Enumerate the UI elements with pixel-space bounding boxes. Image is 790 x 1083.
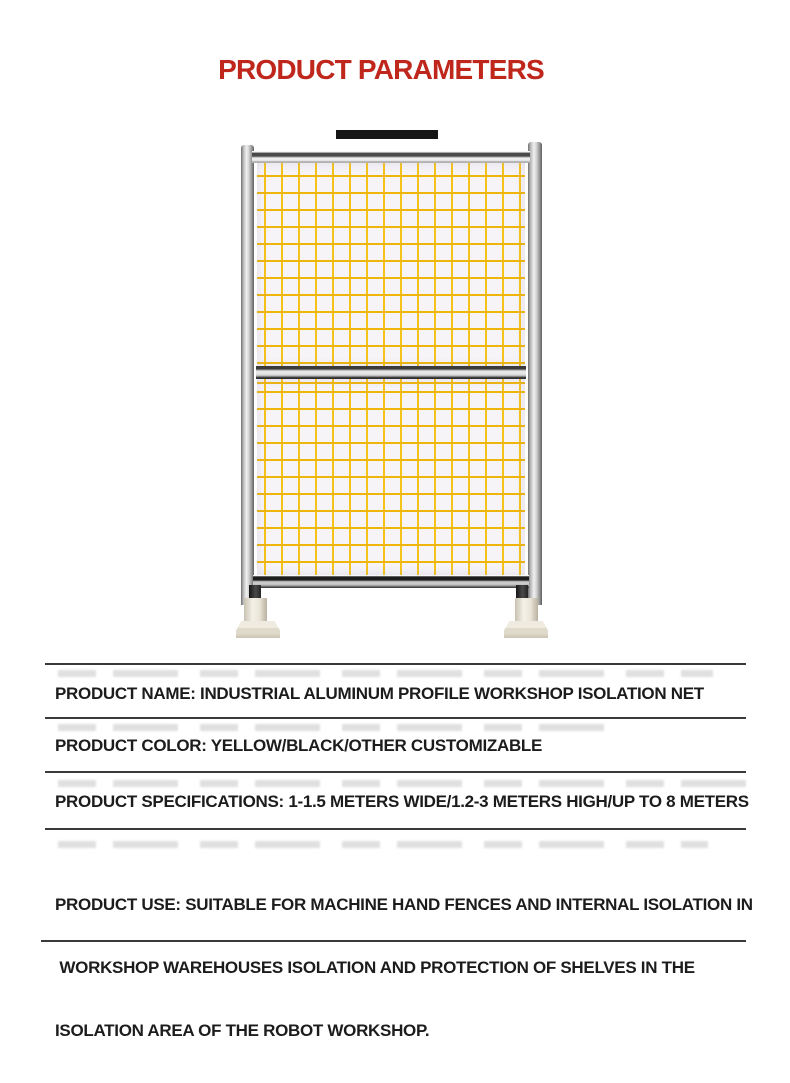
figure-top-black-bar <box>336 130 438 139</box>
spec-product-color: PRODUCT COLOR: YELLOW/BLACK/OTHER CUSTOMIZABLE <box>55 736 543 755</box>
fence-bottom-rail <box>253 575 529 588</box>
fence-right-base-plate <box>504 621 548 638</box>
page-title: PRODUCT PARAMETERS <box>218 54 544 85</box>
fence-left-foot <box>244 598 267 624</box>
fence-right-foot <box>515 598 538 624</box>
spec-product-use-line: PRODUCT USE: SUITABLE FOR MACHINE HAND FENCES AND INTERNAL ISOLATION IN <box>55 895 753 914</box>
divider <box>41 940 746 942</box>
ghost-artifact <box>58 724 618 731</box>
fence-right-post <box>528 142 542 605</box>
ghost-artifact <box>58 780 748 787</box>
fence-left-base-plate <box>236 621 280 638</box>
spec-product-use <box>55 852 785 1083</box>
divider <box>45 663 746 665</box>
ghost-artifact <box>58 841 708 848</box>
spec-product-use-line: WORKSHOP WAREHOUSES ISOLATION AND PROTECTION OF SHELVES IN THE <box>55 958 695 977</box>
divider <box>45 717 746 719</box>
fence-middle-rail <box>256 366 526 379</box>
divider <box>45 828 746 830</box>
fence-upper-mesh-panel <box>257 163 525 367</box>
spec-product-name: PRODUCT NAME: INDUSTRIAL ALUMINUM PROFILE WORKSHOP ISOLATION NET <box>55 684 704 703</box>
fence-lower-mesh-panel <box>257 379 525 575</box>
divider <box>45 771 746 773</box>
fence-top-rail <box>252 151 530 163</box>
spec-product-specifications: PRODUCT SPECIFICATIONS: 1-1.5 METERS WIDE/1.2-3 METERS HIGH/UP TO 8 METERS <box>55 792 749 811</box>
fence-left-post <box>241 145 254 605</box>
spec-product-use-line: ISOLATION AREA OF THE ROBOT WORKSHOP. <box>55 1021 430 1040</box>
ghost-artifact <box>58 670 713 677</box>
